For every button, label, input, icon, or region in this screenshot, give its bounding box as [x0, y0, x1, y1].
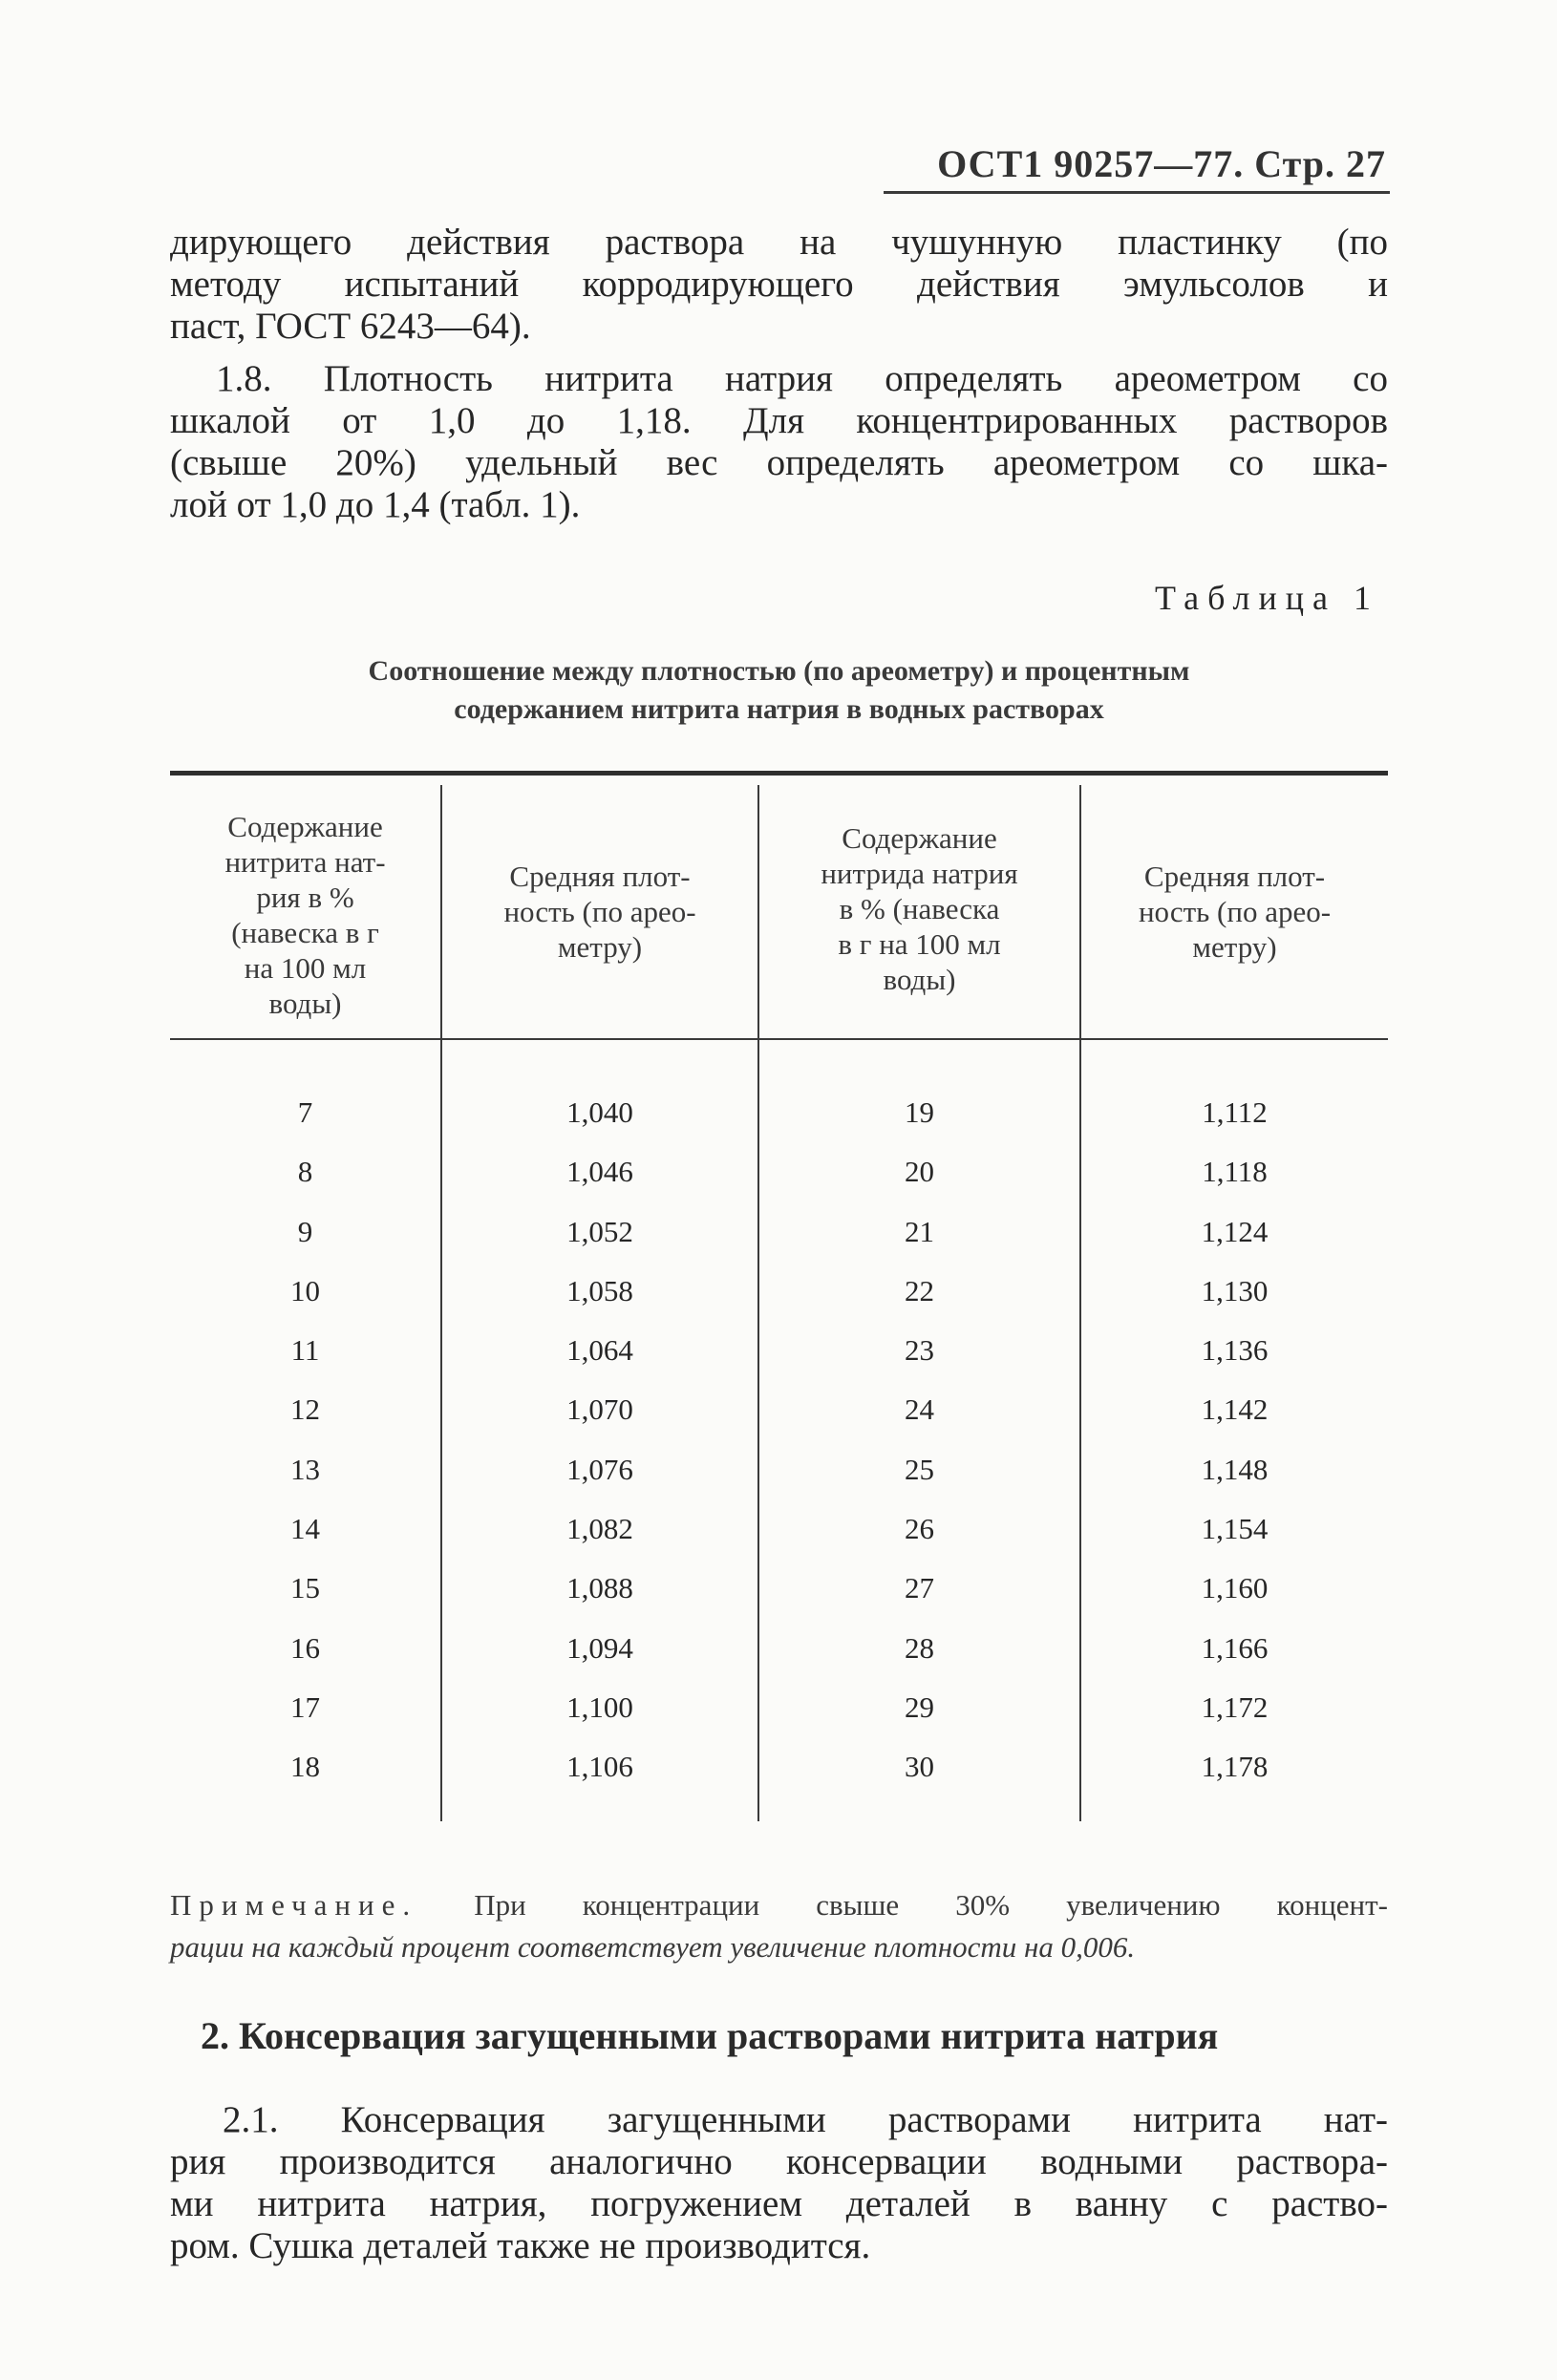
table-cell: 7 — [297, 1095, 313, 1129]
table-row — [170, 1690, 1388, 1750]
text-line: ми нитрита натрия, погружением деталей в ванну с раство- — [170, 2183, 1388, 2224]
table-cell: 1,106 — [566, 1750, 633, 1784]
column-header-density-1 — [442, 859, 757, 965]
table-row — [170, 1750, 1388, 1809]
table-row — [170, 1453, 1388, 1512]
table-caption — [170, 652, 1388, 729]
table-row — [170, 1095, 1388, 1155]
header-line: в % (навеска — [839, 892, 1000, 925]
table-cell: 23 — [905, 1333, 934, 1368]
header-line: метру) — [1192, 930, 1277, 964]
table-cell: 18 — [290, 1750, 320, 1784]
table-cell: 1,088 — [566, 1571, 633, 1605]
header-line: в г на 100 мл — [838, 927, 1001, 961]
table-top-rule — [170, 771, 1388, 776]
table-cell: 1,178 — [1201, 1750, 1269, 1784]
header-line: воды) — [883, 963, 956, 996]
header-line: метру) — [557, 930, 643, 964]
text-line: (свыше 20%) удельный вес определять ареометром со шка- — [170, 442, 1388, 483]
table-cell: 11 — [290, 1333, 320, 1368]
table-cell: 24 — [905, 1392, 934, 1427]
header-line: Средняя плот- — [1143, 860, 1326, 893]
table-note — [170, 1884, 1388, 1968]
table-label: Таблица 1 — [1155, 579, 1379, 617]
table-body — [170, 1095, 1388, 1810]
table-cell: 12 — [290, 1392, 320, 1427]
table-cell: 28 — [905, 1630, 934, 1665]
column-header-content-2 — [759, 820, 1079, 997]
note-label: Примечание. — [170, 1888, 418, 1922]
text-line: ром. Сушка деталей также не производится. — [170, 2225, 871, 2266]
table-cell: 1,052 — [566, 1214, 633, 1248]
table-cell: 1,160 — [1201, 1571, 1269, 1605]
text-line: 2.1. Консервация загущенными растворами нитрита нат- — [223, 2099, 1388, 2140]
header-line: (навеска в г — [231, 916, 379, 949]
table-cell: 1,136 — [1201, 1333, 1269, 1368]
header-line: нитрида натрия — [821, 857, 1018, 890]
header-line: воды) — [268, 987, 342, 1020]
table-cell: 1,046 — [566, 1155, 633, 1189]
text-line: паст, ГОСТ 6243—64). — [170, 306, 531, 347]
table-cell: 26 — [905, 1512, 934, 1546]
table-row — [170, 1274, 1388, 1333]
table-cell: 1,124 — [1201, 1214, 1269, 1248]
text-line: дирующего действия раствора на чушунную пластинку (по — [170, 222, 1388, 263]
table-cell: 1,166 — [1201, 1630, 1269, 1665]
table-row — [170, 1392, 1388, 1452]
table-cell: 16 — [290, 1630, 320, 1665]
header-line: Содержание — [842, 821, 997, 855]
table-row — [170, 1215, 1388, 1274]
header-line: ность (по арео- — [1138, 895, 1332, 928]
table-cell: 9 — [297, 1214, 313, 1248]
table-cell: 1,130 — [1201, 1273, 1269, 1307]
header-line: на 100 мл — [244, 951, 367, 985]
table-row — [170, 1333, 1388, 1392]
table-cell: 1,040 — [566, 1095, 633, 1129]
table-cell: 1,118 — [1202, 1155, 1268, 1189]
header-line: рия в % — [256, 881, 354, 914]
table-cell: 21 — [905, 1214, 934, 1248]
note-line: рации на каждый процент соответствует увеличение плотности на 0,006. — [170, 1930, 1136, 1964]
table-row — [170, 1571, 1388, 1630]
column-header-content-1 — [170, 809, 440, 1021]
table-row — [170, 1155, 1388, 1214]
paragraph-top — [170, 222, 1388, 348]
text-line: рия производится аналогично консервации водными раствора- — [170, 2141, 1388, 2182]
table-cell: 22 — [905, 1273, 934, 1307]
text-line: лой от 1,0 до 1,4 (табл. 1). — [170, 484, 581, 525]
table-cell: 1,172 — [1201, 1689, 1269, 1724]
table-cell: 30 — [905, 1750, 934, 1784]
table-cell: 1,070 — [566, 1392, 633, 1427]
table-cell: 1,148 — [1201, 1452, 1269, 1486]
table-cell: 1,142 — [1201, 1392, 1269, 1427]
table-cell: 8 — [297, 1155, 313, 1189]
header-rule — [884, 191, 1390, 194]
table-cell: 1,094 — [566, 1630, 633, 1665]
header-line: Содержание — [227, 810, 383, 843]
table-cell: 17 — [290, 1689, 320, 1724]
table-cell: 1,154 — [1201, 1512, 1269, 1546]
table-cell: 1,076 — [566, 1452, 633, 1486]
caption-line: Соотношение между плотностью (по ареометру) и процентным — [368, 655, 1190, 687]
table-cell: 20 — [905, 1155, 934, 1189]
note-text: При концентрации свыше 30% увеличению концент- — [474, 1888, 1389, 1922]
table-cell: 13 — [290, 1452, 320, 1486]
section-heading: 2. Консервация загущенными растворами нитрита натрия — [201, 2014, 1219, 2057]
header-line: ность (по арео- — [503, 895, 696, 928]
header-line: нитрита нат- — [224, 845, 386, 879]
table-cell: 1,058 — [566, 1273, 633, 1307]
table-row — [170, 1512, 1388, 1571]
page-header: ОСТ1 90257—77. Стр. 27 — [937, 142, 1386, 185]
text-line: методу испытаний корродирующего действия эмульсолов и — [170, 264, 1388, 305]
caption-line: содержанием нитрита натрия в водных растворах — [454, 693, 1104, 725]
paragraph-1-8 — [170, 358, 1388, 526]
paragraph-2-1 — [170, 2099, 1388, 2267]
table-cell: 1,082 — [566, 1512, 633, 1546]
table-cell: 1,112 — [1202, 1095, 1268, 1129]
table-cell: 10 — [290, 1273, 320, 1307]
table-cell: 1,100 — [566, 1689, 633, 1724]
table-cell: 29 — [905, 1689, 934, 1724]
table-cell: 27 — [905, 1571, 934, 1605]
note-line — [170, 1884, 1388, 1926]
table-header-rule — [170, 1038, 1388, 1040]
header-line: Средняя плот- — [509, 860, 691, 893]
table-cell: 14 — [290, 1512, 320, 1546]
table-row — [170, 1631, 1388, 1690]
text-line: шкалой от 1,0 до 1,18. Для концентрированных растворов — [170, 400, 1388, 441]
table-cell: 1,064 — [566, 1333, 633, 1368]
table-cell: 15 — [290, 1571, 320, 1605]
text-line: 1.8. Плотность нитрита натрия определять ареометром со — [216, 358, 1388, 399]
table-cell: 19 — [905, 1095, 934, 1129]
column-header-density-2 — [1081, 859, 1388, 965]
table-cell: 25 — [905, 1452, 934, 1486]
